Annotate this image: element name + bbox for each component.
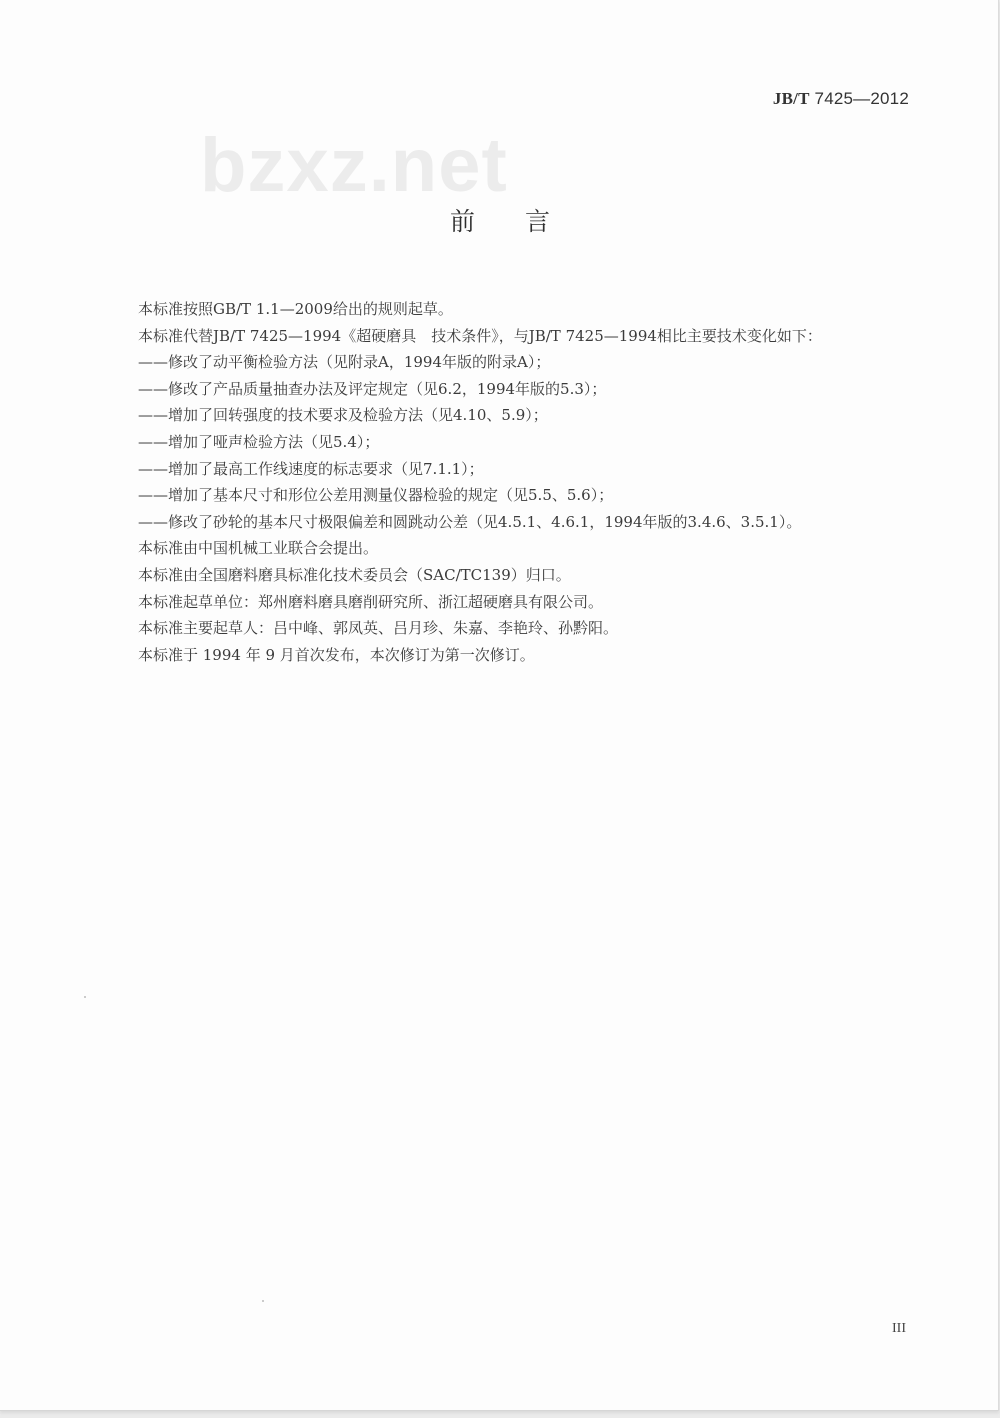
title-char-1: 前: [449, 207, 475, 236]
scan-speck: [84, 996, 86, 998]
paragraph-administered-by: 本标准由全国磨料磨具标准化技术委员会（SAC/TC139）归口。: [138, 565, 571, 584]
page-number: III: [892, 1321, 906, 1336]
change-item: ——修改了动平衡检验方法（见附录A，1994年版的附录A）；: [138, 353, 551, 372]
title-char-2: 言: [525, 207, 551, 236]
standard-number-prefix: JB/T: [772, 89, 810, 108]
paragraph-drafting-units: 本标准起草单位：郑州磨料磨具磨削研究所、浙江超硬磨具有限公司。: [138, 592, 604, 611]
paragraph-drafting-rules: 本标准按照GB/T 1.1—2009给出的规则起草。: [138, 300, 453, 318]
standard-number: [773, 89, 909, 109]
section-title-foreword: [0, 202, 1000, 238]
change-item: ——修改了产品质量抽查办法及评定规定（见6.2，1994年版的5.3）；: [138, 379, 607, 398]
watermark: bzxz.net: [200, 123, 508, 208]
foreword-body: [138, 296, 938, 668]
change-item: ——增加了最高工作线速度的标志要求（见7.1.1）；: [138, 459, 484, 478]
paragraph-replaces: 本标准代替JB/T 7425—1994《超硬磨具 技术条件》，与JB/T 7425—1994相比主要技术变化如下：: [138, 326, 822, 345]
paragraph-proposed-by: 本标准由中国机械工业联合会提出。: [138, 539, 379, 558]
change-item: ——增加了哑声检验方法（见5.4）；: [138, 432, 380, 451]
change-item: ——增加了基本尺寸和形位公差用测量仪器检验的规定（见5.5、5.6）；: [138, 486, 614, 505]
standard-number-rest: 7425—2012: [809, 89, 909, 108]
change-item: ——增加了回转强度的技术要求及检验方法（见4.10、5.9）；: [138, 406, 548, 425]
paragraph-drafters: 本标准主要起草人：吕中峰、郭凤英、吕月珍、朱嘉、李艳玲、孙黔阳。: [138, 619, 619, 638]
change-item: ——修改了砂轮的基本尺寸极限偏差和圆跳动公差（见4.5.1、4.6.1，1994年版的3.4.6、3.5.1）。: [138, 512, 802, 531]
paragraph-history: 本标准于 1994 年 9 月首次发布，本次修订为第一次修订。: [138, 645, 535, 664]
scan-speck: [262, 1300, 264, 1302]
